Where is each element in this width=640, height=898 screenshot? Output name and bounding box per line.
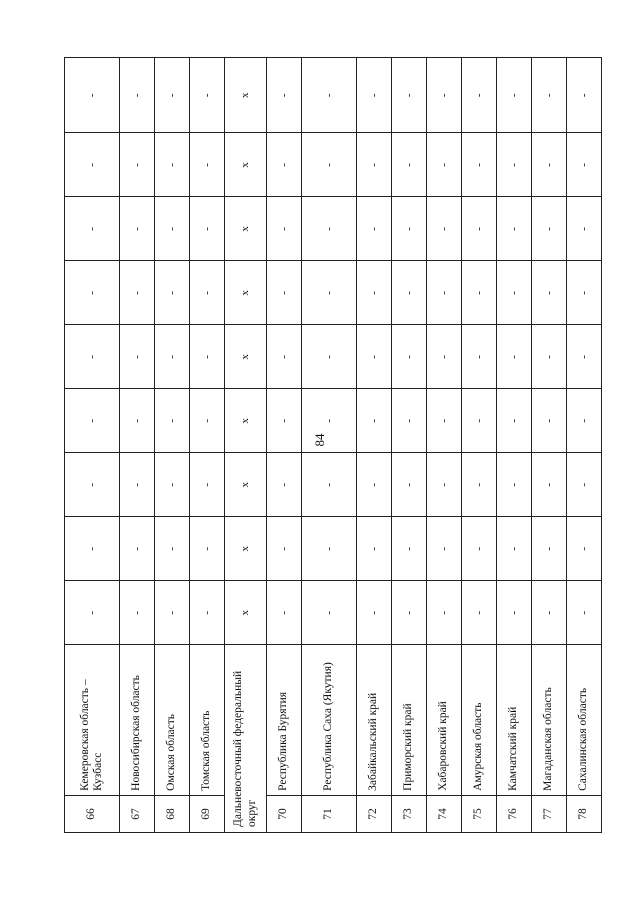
value-cell: -	[190, 389, 225, 453]
value-cell: -	[532, 58, 567, 133]
value-cell: -	[532, 389, 567, 453]
value-cell: -	[267, 133, 302, 197]
value-cell: x	[225, 453, 267, 517]
value-cell: -	[267, 58, 302, 133]
value-cell: -	[357, 453, 392, 517]
value-cell: -	[155, 517, 190, 581]
value-cell: -	[427, 197, 462, 261]
value-cell: -	[497, 261, 532, 325]
table-row	[532, 58, 567, 833]
value-cell: x	[225, 581, 267, 645]
table-body	[65, 58, 602, 833]
value-cell: -	[155, 389, 190, 453]
value-cell: -	[65, 581, 120, 645]
value-cell: -	[357, 58, 392, 133]
value-cell: -	[427, 389, 462, 453]
table-row	[267, 58, 302, 833]
value-cell: -	[357, 389, 392, 453]
value-cell: -	[462, 197, 497, 261]
value-cell: -	[567, 133, 602, 197]
value-cell: -	[392, 517, 427, 581]
value-cell: -	[190, 453, 225, 517]
value-cell: -	[120, 325, 155, 389]
value-cell: -	[65, 325, 120, 389]
value-cell: -	[392, 389, 427, 453]
value-cell: x	[225, 261, 267, 325]
value-cell: -	[120, 517, 155, 581]
district-row	[225, 58, 267, 833]
row-number-cell: 66	[65, 795, 120, 832]
value-cell: -	[65, 261, 120, 325]
value-cell: -	[357, 581, 392, 645]
value-cell: -	[302, 325, 357, 389]
value-cell: -	[155, 453, 190, 517]
value-cell: -	[267, 261, 302, 325]
value-cell: x	[225, 517, 267, 581]
region-name-cell: Омская область	[155, 645, 190, 796]
value-cell: -	[497, 58, 532, 133]
value-cell: -	[532, 453, 567, 517]
table-row	[462, 58, 497, 833]
value-cell: -	[190, 581, 225, 645]
value-cell: -	[392, 58, 427, 133]
value-cell: -	[357, 133, 392, 197]
value-cell: -	[462, 581, 497, 645]
region-name-cell: Сахалинская область	[567, 645, 602, 796]
value-cell: -	[532, 517, 567, 581]
value-cell: -	[532, 325, 567, 389]
value-cell: -	[567, 389, 602, 453]
table-row	[427, 58, 462, 833]
value-cell: -	[497, 517, 532, 581]
value-cell: -	[567, 325, 602, 389]
value-cell: x	[225, 133, 267, 197]
value-cell: x	[225, 389, 267, 453]
value-cell: -	[497, 389, 532, 453]
region-name-cell: Амурская область	[462, 645, 497, 796]
value-cell: -	[190, 261, 225, 325]
value-cell: -	[462, 325, 497, 389]
value-cell: -	[65, 58, 120, 133]
region-name-cell: Кемеровская область – Кузбасс	[65, 645, 120, 796]
value-cell: -	[65, 133, 120, 197]
table-row	[302, 58, 357, 833]
value-cell: -	[462, 58, 497, 133]
table-row	[567, 58, 602, 833]
value-cell: -	[302, 133, 357, 197]
value-cell: -	[567, 517, 602, 581]
value-cell: -	[120, 133, 155, 197]
value-cell: -	[392, 325, 427, 389]
value-cell: -	[427, 58, 462, 133]
value-cell: -	[267, 581, 302, 645]
region-name-cell: Республика Бурятия	[267, 645, 302, 796]
value-cell: -	[462, 389, 497, 453]
value-cell: -	[497, 133, 532, 197]
value-cell: -	[567, 581, 602, 645]
value-cell: -	[155, 58, 190, 133]
row-number-cell: 74	[427, 795, 462, 832]
value-cell: -	[155, 325, 190, 389]
row-number-cell: 70	[267, 795, 302, 832]
district-name-cell: Дальневосточный федеральный округ	[225, 645, 267, 833]
region-name-cell: Новосибирская область	[120, 645, 155, 796]
value-cell: -	[190, 197, 225, 261]
region-name-cell: Приморский край	[392, 645, 427, 796]
value-cell: -	[427, 581, 462, 645]
value-cell: -	[155, 133, 190, 197]
value-cell: -	[392, 197, 427, 261]
value-cell: -	[462, 453, 497, 517]
row-number-cell: 76	[497, 795, 532, 832]
value-cell: -	[427, 261, 462, 325]
value-cell: -	[190, 133, 225, 197]
value-cell: -	[267, 517, 302, 581]
region-name-cell: Забайкальский край	[357, 645, 392, 796]
value-cell: -	[302, 261, 357, 325]
row-number-cell: 75	[462, 795, 497, 832]
value-cell: -	[567, 453, 602, 517]
value-cell: -	[65, 453, 120, 517]
value-cell: -	[155, 197, 190, 261]
value-cell: -	[267, 197, 302, 261]
region-name-cell: Хабаровский край	[427, 645, 462, 796]
value-cell: -	[532, 581, 567, 645]
value-cell: -	[357, 197, 392, 261]
value-cell: -	[190, 517, 225, 581]
value-cell: -	[120, 261, 155, 325]
regions-table	[64, 57, 602, 833]
page-number: 84	[312, 433, 327, 447]
value-cell: -	[302, 197, 357, 261]
value-cell: -	[567, 58, 602, 133]
value-cell: x	[225, 58, 267, 133]
value-cell: -	[567, 197, 602, 261]
table-row	[65, 58, 120, 833]
value-cell: -	[357, 261, 392, 325]
table-row	[155, 58, 190, 833]
region-name-cell: Камчатский край	[497, 645, 532, 796]
row-number-cell: 78	[567, 795, 602, 832]
value-cell: -	[532, 133, 567, 197]
value-cell: -	[497, 325, 532, 389]
value-cell: x	[225, 325, 267, 389]
value-cell: -	[302, 453, 357, 517]
row-number-cell: 72	[357, 795, 392, 832]
value-cell: -	[427, 453, 462, 517]
value-cell: -	[267, 453, 302, 517]
value-cell: -	[65, 517, 120, 581]
value-cell: -	[532, 197, 567, 261]
table-row	[497, 58, 532, 833]
value-cell: -	[120, 453, 155, 517]
value-cell: -	[190, 58, 225, 133]
value-cell: -	[120, 58, 155, 133]
value-cell: -	[302, 58, 357, 133]
region-name-cell: Республика Саха (Якутия)	[302, 645, 357, 796]
value-cell: -	[357, 325, 392, 389]
value-cell: -	[302, 581, 357, 645]
row-number-cell: 68	[155, 795, 190, 832]
value-cell: -	[532, 261, 567, 325]
value-cell: -	[392, 133, 427, 197]
value-cell: -	[155, 581, 190, 645]
value-cell: -	[267, 325, 302, 389]
value-cell: -	[392, 581, 427, 645]
table-row	[190, 58, 225, 833]
row-number-cell: 77	[532, 795, 567, 832]
value-cell: -	[567, 261, 602, 325]
value-cell: -	[427, 517, 462, 581]
value-cell: -	[462, 261, 497, 325]
value-cell: -	[155, 261, 190, 325]
table-row	[357, 58, 392, 833]
value-cell: -	[497, 453, 532, 517]
row-number-cell: 71	[302, 795, 357, 832]
region-name-cell: Магаданская область	[532, 645, 567, 796]
rotated-table-wrapper	[64, 57, 592, 833]
value-cell: -	[462, 133, 497, 197]
value-cell: -	[497, 197, 532, 261]
value-cell: x	[225, 197, 267, 261]
table-row	[120, 58, 155, 833]
value-cell: -	[392, 453, 427, 517]
table-row	[392, 58, 427, 833]
value-cell: -	[65, 389, 120, 453]
value-cell: -	[462, 517, 497, 581]
value-cell: -	[427, 133, 462, 197]
value-cell: -	[427, 325, 462, 389]
row-number-cell: 73	[392, 795, 427, 832]
value-cell: -	[190, 325, 225, 389]
value-cell: -	[302, 389, 357, 453]
row-number-cell: 67	[120, 795, 155, 832]
value-cell: -	[120, 389, 155, 453]
value-cell: -	[392, 261, 427, 325]
row-number-cell: 69	[190, 795, 225, 832]
value-cell: -	[267, 389, 302, 453]
value-cell: -	[302, 517, 357, 581]
value-cell: -	[65, 197, 120, 261]
value-cell: -	[497, 581, 532, 645]
value-cell: -	[357, 517, 392, 581]
value-cell: -	[120, 581, 155, 645]
region-name-cell: Томская область	[190, 645, 225, 796]
value-cell: -	[120, 197, 155, 261]
